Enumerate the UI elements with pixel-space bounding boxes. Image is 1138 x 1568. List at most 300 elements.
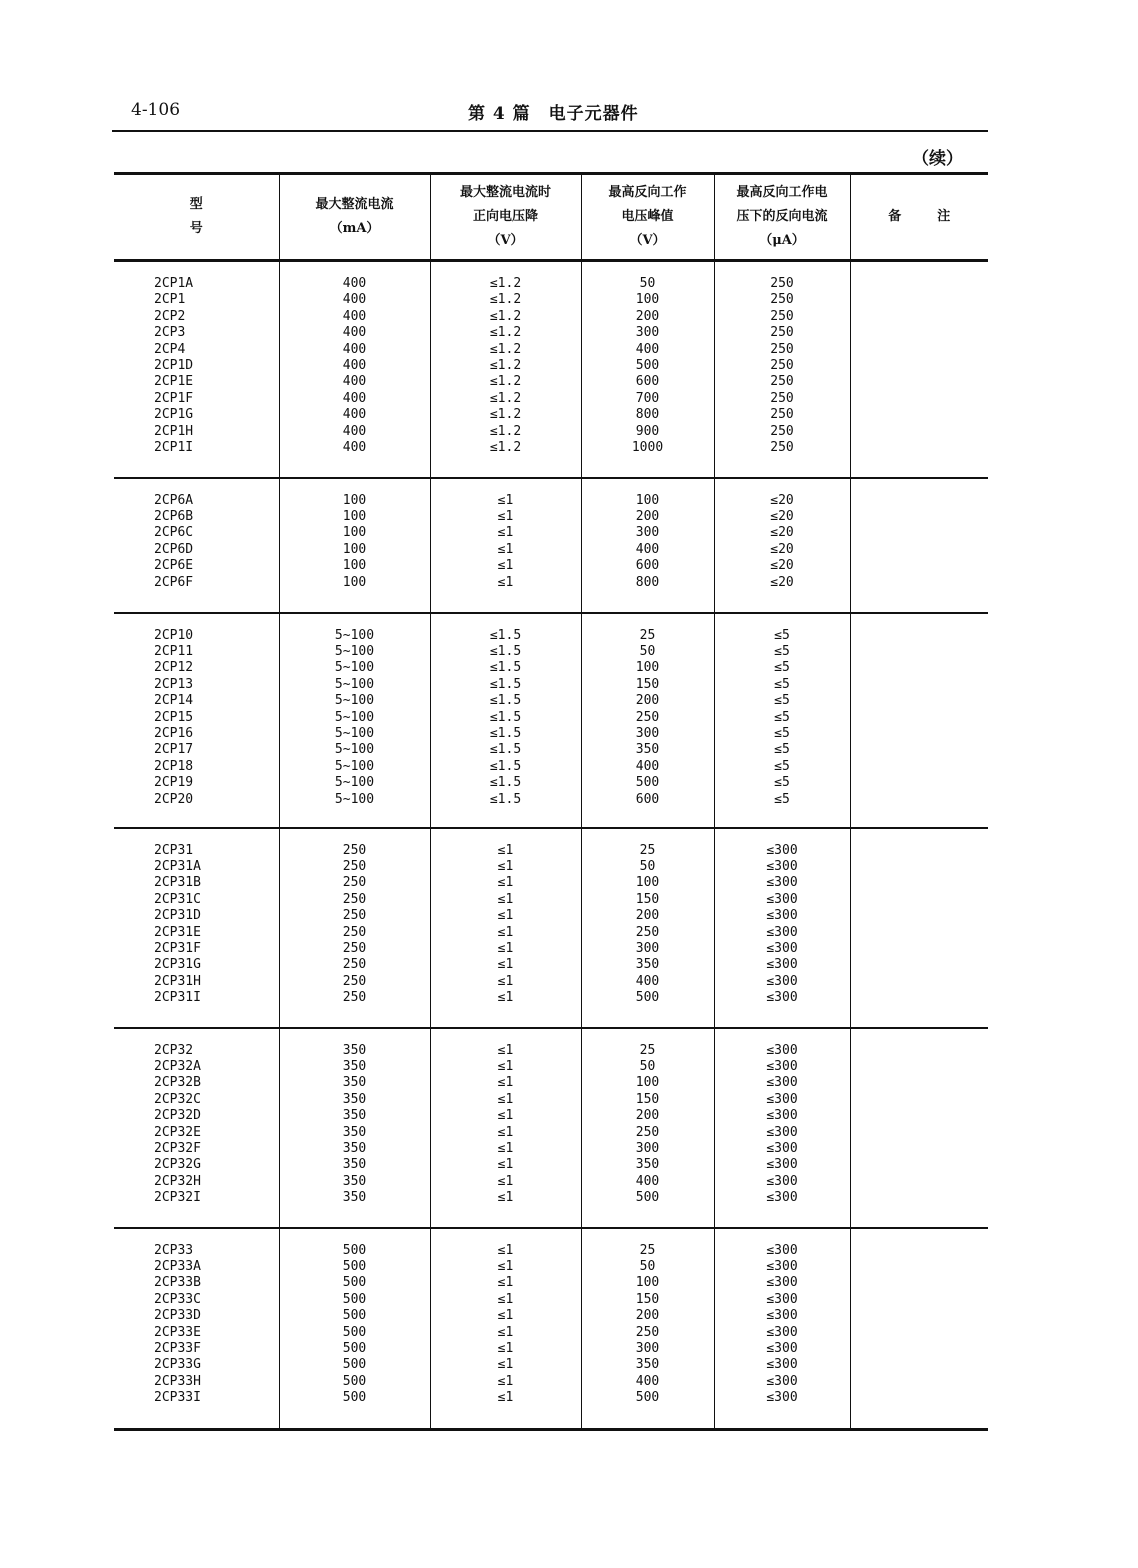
vpeak-value: 50 <box>639 1258 656 1274</box>
irev-value: ≤300 <box>766 1258 798 1274</box>
irev-value: ≤20 <box>770 574 794 590</box>
vdrop-value: ≤1.2 <box>489 341 522 357</box>
table-group-row <box>114 1028 988 1228</box>
vdrop-value: ≤1 <box>497 1157 514 1173</box>
current-value: 500 <box>342 1373 367 1389</box>
vpeak-cell <box>581 613 714 828</box>
irev-value: ≤300 <box>766 1242 798 1258</box>
vpeak-value: 300 <box>635 725 660 741</box>
vpeak-value: 400 <box>635 1173 660 1189</box>
model-cell <box>114 828 279 1028</box>
model-value: 2CP31G <box>154 957 201 973</box>
vdrop-value: ≤1.5 <box>489 660 522 676</box>
vdrop-value: ≤1.2 <box>489 308 522 324</box>
current-value: 400 <box>342 390 367 406</box>
vpeak-value: 1000 <box>631 440 664 456</box>
diode-spec-table <box>114 172 988 1431</box>
vdrop-value: ≤1 <box>497 1373 514 1389</box>
column-header-line: 正向电压降 <box>472 209 538 224</box>
vpeak-cell <box>581 1028 714 1228</box>
table-group-row <box>114 828 988 1028</box>
current-value: 250 <box>342 957 367 973</box>
model-value: 2CP6C <box>154 525 194 541</box>
vpeak-value: 800 <box>635 407 660 423</box>
column-header-line: 最高反向工作电 <box>736 185 828 200</box>
irev-value: ≤5 <box>774 660 790 676</box>
irev-value: ≤300 <box>766 908 798 924</box>
current-value: 500 <box>342 1308 367 1324</box>
vdrop-value: ≤1 <box>497 574 514 590</box>
vpeak-value: 100 <box>635 292 660 308</box>
model-value: 2CP13 <box>154 676 194 692</box>
model-value: 2CP6D <box>154 541 194 557</box>
irev-value: 250 <box>770 358 794 374</box>
vpeak-value: 25 <box>639 1042 656 1058</box>
vpeak-value: 350 <box>635 1357 660 1373</box>
model-value: 2CP33C <box>154 1291 201 1307</box>
irev-value: ≤300 <box>766 1324 798 1340</box>
vdrop-value: ≤1.2 <box>489 374 522 390</box>
current-value: 400 <box>342 325 367 341</box>
model-value: 2CP31E <box>154 924 201 940</box>
model-value: 2CP1H <box>154 423 194 439</box>
vpeak-cell <box>581 828 714 1028</box>
irev-value: ≤5 <box>774 775 790 791</box>
irev-value: ≤20 <box>770 492 794 508</box>
irev-value: ≤20 <box>770 541 794 557</box>
vdrop-value: ≤1 <box>497 1173 514 1189</box>
irev-value: ≤5 <box>774 725 790 741</box>
current-value: 500 <box>342 1291 367 1307</box>
irev-value: ≤300 <box>766 1124 798 1140</box>
vdrop-value: ≤1 <box>497 940 514 956</box>
irev-value: ≤300 <box>766 1275 798 1291</box>
irev-cell <box>714 478 850 613</box>
irev-value: ≤300 <box>766 1157 798 1173</box>
model-value: 2CP11 <box>154 643 194 659</box>
vpeak-value: 150 <box>635 891 660 907</box>
irev-value: ≤20 <box>770 525 794 541</box>
model-value: 2CP31I <box>154 990 201 1006</box>
vpeak-value: 250 <box>635 924 660 940</box>
vdrop-value: ≤1.5 <box>489 709 522 725</box>
model-value: 2CP33H <box>154 1373 201 1389</box>
vpeak-value: 100 <box>635 875 660 891</box>
vdrop-value: ≤1 <box>497 1324 514 1340</box>
vpeak-value: 500 <box>635 775 660 791</box>
model-cell <box>114 478 279 613</box>
irev-value: 250 <box>770 440 794 456</box>
vdrop-value: ≤1 <box>497 1291 514 1307</box>
column-header-line: 最高反向工作 <box>608 185 687 200</box>
vdrop-value: ≤1 <box>497 858 514 874</box>
current-value: 5~100 <box>334 775 375 791</box>
irev-value: ≤300 <box>766 1091 798 1107</box>
current-value: 5~100 <box>334 676 375 692</box>
column-header-reverse-current <box>714 174 850 261</box>
model-value: 2CP32 <box>154 1042 194 1058</box>
column-header-line: 电压峰值 <box>621 209 674 224</box>
model-value: 2CP31 <box>154 842 194 858</box>
current-value: 400 <box>342 423 367 439</box>
vpeak-value: 500 <box>635 990 660 1006</box>
irev-value: ≤300 <box>766 1075 798 1091</box>
current-value: 400 <box>342 440 367 456</box>
vdrop-value: ≤1 <box>497 842 514 858</box>
vpeak-value: 150 <box>635 1291 660 1307</box>
vpeak-value: 25 <box>639 627 656 643</box>
vdrop-value: ≤1 <box>497 541 514 557</box>
model-value: 2CP1I <box>154 440 194 456</box>
vdrop-value: ≤1.5 <box>489 643 522 659</box>
vdrop-value: ≤1.2 <box>489 440 522 456</box>
model-value: 2CP6A <box>154 492 194 508</box>
current-value: 5~100 <box>334 791 375 807</box>
vpeak-value: 250 <box>635 709 660 725</box>
irev-value: 250 <box>770 325 794 341</box>
vpeak-value: 150 <box>635 1091 660 1107</box>
model-value: 2CP31B <box>154 875 201 891</box>
vdrop-value: ≤1.2 <box>489 292 522 308</box>
vpeak-value: 150 <box>635 676 660 692</box>
current-value: 350 <box>342 1190 367 1206</box>
current-value: 350 <box>342 1075 367 1091</box>
current-value: 400 <box>342 358 367 374</box>
current-value: 500 <box>342 1258 367 1274</box>
column-header-unit: （μA） <box>759 233 805 248</box>
irev-value: ≤300 <box>766 1058 798 1074</box>
irev-value: ≤5 <box>774 758 790 774</box>
vdrop-value: ≤1 <box>497 1091 514 1107</box>
column-header-line: 最大整流电流时 <box>459 185 551 200</box>
irev-value: ≤5 <box>774 791 790 807</box>
current-value: 100 <box>342 508 367 524</box>
irev-cell <box>714 613 850 828</box>
model-cell <box>114 261 279 478</box>
note-cell <box>850 1228 988 1430</box>
model-value: 2CP33G <box>154 1357 201 1373</box>
current-cell <box>279 828 430 1028</box>
model-value: 2CP32I <box>154 1190 201 1206</box>
vpeak-value: 250 <box>635 1124 660 1140</box>
vdrop-value: ≤1 <box>497 558 514 574</box>
vdrop-value: ≤1.5 <box>489 725 522 741</box>
vpeak-value: 800 <box>635 574 660 590</box>
note-cell <box>850 478 988 613</box>
table-group-row <box>114 613 988 828</box>
irev-value: ≤300 <box>766 957 798 973</box>
current-value: 350 <box>342 1140 367 1156</box>
irev-value: ≤300 <box>766 1340 798 1356</box>
model-value: 2CP20 <box>154 791 194 807</box>
irev-value: 250 <box>770 423 794 439</box>
vdrop-value: ≤1 <box>497 1390 514 1406</box>
vdrop-value: ≤1 <box>497 1140 514 1156</box>
vpeak-value: 25 <box>639 1242 656 1258</box>
column-header-unit: （mA） <box>329 221 380 236</box>
model-value: 2CP3 <box>154 325 186 341</box>
vpeak-cell <box>581 1228 714 1430</box>
vpeak-value: 100 <box>635 660 660 676</box>
vpeak-value: 25 <box>639 842 656 858</box>
current-value: 350 <box>342 1157 367 1173</box>
vpeak-value: 500 <box>635 1190 660 1206</box>
model-value: 2CP1G <box>154 407 194 423</box>
column-header-model-char-2: 号 <box>189 221 203 236</box>
note-cell <box>850 828 988 1028</box>
model-value: 2CP31H <box>154 973 201 989</box>
irev-value: ≤300 <box>766 1373 798 1389</box>
model-value: 2CP32E <box>154 1124 201 1140</box>
vdrop-value: ≤1.5 <box>489 758 522 774</box>
current-value: 400 <box>342 292 367 308</box>
vpeak-value: 350 <box>635 957 660 973</box>
current-value: 250 <box>342 875 367 891</box>
vdrop-cell <box>430 828 581 1028</box>
model-value: 2CP1A <box>154 276 194 291</box>
vpeak-value: 500 <box>635 1390 660 1406</box>
model-value: 2CP6E <box>154 558 194 574</box>
column-header-model-char-1: 型 <box>189 197 203 212</box>
irev-cell <box>714 1228 850 1430</box>
model-value: 2CP4 <box>154 341 186 357</box>
vdrop-value: ≤1.2 <box>489 276 522 291</box>
model-value: 2CP33B <box>154 1275 201 1291</box>
current-value: 250 <box>342 908 367 924</box>
irev-value: ≤5 <box>774 676 790 692</box>
vpeak-value: 50 <box>639 1058 656 1074</box>
irev-value: 250 <box>770 308 794 324</box>
model-value: 2CP32A <box>154 1058 201 1074</box>
table-group-row <box>114 478 988 613</box>
vdrop-value: ≤1 <box>497 1042 514 1058</box>
vpeak-value: 300 <box>635 1340 660 1356</box>
vpeak-value: 400 <box>635 1373 660 1389</box>
current-value: 5~100 <box>334 643 375 659</box>
vpeak-value: 300 <box>635 325 660 341</box>
vdrop-value: ≤1 <box>497 875 514 891</box>
column-header-note-char-2: 注 <box>937 209 951 224</box>
vdrop-value: ≤1.5 <box>489 676 522 692</box>
current-value: 350 <box>342 1042 367 1058</box>
irev-cell <box>714 261 850 478</box>
current-value: 350 <box>342 1108 367 1124</box>
current-value: 350 <box>342 1124 367 1140</box>
vpeak-value: 400 <box>635 341 660 357</box>
irev-value: ≤300 <box>766 1390 798 1406</box>
current-value: 250 <box>342 924 367 940</box>
current-value: 400 <box>342 341 367 357</box>
vpeak-value: 400 <box>635 758 660 774</box>
model-value: 2CP32F <box>154 1140 201 1156</box>
vpeak-value: 350 <box>635 742 660 758</box>
vdrop-cell <box>430 1228 581 1430</box>
vdrop-value: ≤1 <box>497 1058 514 1074</box>
vdrop-value: ≤1 <box>497 1258 514 1274</box>
model-value: 2CP31D <box>154 908 201 924</box>
irev-cell <box>714 1028 850 1228</box>
vdrop-value: ≤1 <box>497 957 514 973</box>
current-value: 5~100 <box>334 627 375 643</box>
vdrop-value: ≤1 <box>497 1190 514 1206</box>
current-cell <box>279 261 430 478</box>
note-cell <box>850 613 988 828</box>
model-value: 2CP32G <box>154 1157 201 1173</box>
vdrop-value: ≤1 <box>497 1075 514 1091</box>
vpeak-value: 900 <box>635 423 660 439</box>
irev-value: ≤5 <box>774 693 790 709</box>
model-value: 2CP33E <box>154 1324 201 1340</box>
model-value: 2CP31A <box>154 858 201 874</box>
column-header-note-char-1: 备 <box>888 209 902 224</box>
vdrop-value: ≤1 <box>497 1275 514 1291</box>
current-value: 250 <box>342 973 367 989</box>
current-value: 250 <box>342 891 367 907</box>
vpeak-value: 200 <box>635 1108 660 1124</box>
current-value: 5~100 <box>334 742 375 758</box>
current-value: 100 <box>342 492 367 508</box>
irev-value: ≤5 <box>774 643 790 659</box>
model-value: 2CP10 <box>154 627 194 643</box>
vdrop-value: ≤1.5 <box>489 693 522 709</box>
model-value: 2CP16 <box>154 725 194 741</box>
vdrop-value: ≤1 <box>497 908 514 924</box>
vpeak-value: 300 <box>635 525 660 541</box>
vdrop-value: ≤1 <box>497 891 514 907</box>
current-value: 5~100 <box>334 725 375 741</box>
page-number: 4-106 <box>131 100 181 120</box>
current-value: 500 <box>342 1275 367 1291</box>
vdrop-cell <box>430 1028 581 1228</box>
vpeak-value: 200 <box>635 1308 660 1324</box>
vpeak-value: 100 <box>635 1275 660 1291</box>
vdrop-value: ≤1.2 <box>489 325 522 341</box>
vpeak-value: 50 <box>639 643 656 659</box>
current-value: 500 <box>342 1390 367 1406</box>
irev-value: 250 <box>770 292 794 308</box>
vpeak-value: 350 <box>635 1157 660 1173</box>
current-value: 250 <box>342 990 367 1006</box>
current-cell <box>279 478 430 613</box>
current-cell <box>279 1028 430 1228</box>
vpeak-value: 200 <box>635 508 660 524</box>
model-value: 2CP32H <box>154 1173 201 1189</box>
irev-value: ≤5 <box>774 742 790 758</box>
model-value: 2CP12 <box>154 660 194 676</box>
model-value: 2CP1 <box>154 292 186 308</box>
irev-value: 250 <box>770 341 794 357</box>
current-value: 500 <box>342 1357 367 1373</box>
model-value: 2CP6F <box>154 574 194 590</box>
irev-value: ≤300 <box>766 1173 798 1189</box>
model-value: 2CP33D <box>154 1308 201 1324</box>
current-cell <box>279 613 430 828</box>
vdrop-value: ≤1.2 <box>489 390 522 406</box>
irev-value: ≤300 <box>766 1357 798 1373</box>
irev-value: ≤300 <box>766 1308 798 1324</box>
model-value: 2CP19 <box>154 775 194 791</box>
current-value: 400 <box>342 407 367 423</box>
vpeak-value: 700 <box>635 390 660 406</box>
current-value: 500 <box>342 1324 367 1340</box>
vdrop-value: ≤1 <box>497 973 514 989</box>
vdrop-value: ≤1.2 <box>489 358 522 374</box>
vpeak-value: 200 <box>635 693 660 709</box>
current-value: 100 <box>342 574 367 590</box>
current-value: 5~100 <box>334 693 375 709</box>
model-value: 2CP2 <box>154 308 186 324</box>
vpeak-value: 600 <box>635 558 660 574</box>
vpeak-value: 200 <box>635 908 660 924</box>
vpeak-cell <box>581 261 714 478</box>
vdrop-value: ≤1 <box>497 1242 514 1258</box>
model-value: 2CP33I <box>154 1390 201 1406</box>
vpeak-value: 600 <box>635 791 660 807</box>
vdrop-cell <box>430 613 581 828</box>
vdrop-value: ≤1.5 <box>489 627 522 643</box>
irev-cell <box>714 828 850 1028</box>
vpeak-value: 50 <box>639 858 656 874</box>
vdrop-value: ≤1 <box>497 492 514 508</box>
vpeak-value: 100 <box>635 1075 660 1091</box>
vdrop-value: ≤1 <box>497 990 514 1006</box>
model-value: 2CP6B <box>154 508 194 524</box>
irev-value: ≤300 <box>766 924 798 940</box>
vdrop-value: ≤1 <box>497 1108 514 1124</box>
column-header-model <box>114 174 279 261</box>
model-value: 2CP32B <box>154 1075 201 1091</box>
model-value: 2CP15 <box>154 709 194 725</box>
column-header-unit: （V） <box>629 233 666 248</box>
vdrop-value: ≤1.5 <box>489 791 522 807</box>
model-value: 2CP31F <box>154 940 201 956</box>
column-header-max-rect-current <box>279 174 430 261</box>
current-cell <box>279 1228 430 1430</box>
vpeak-value: 300 <box>635 940 660 956</box>
vdrop-value: ≤1 <box>497 1357 514 1373</box>
irev-value: ≤20 <box>770 558 794 574</box>
model-value: 2CP33 <box>154 1242 194 1258</box>
current-value: 500 <box>342 1340 367 1356</box>
vdrop-value: ≤1.5 <box>489 775 522 791</box>
vdrop-value: ≤1.2 <box>489 423 522 439</box>
irev-value: ≤300 <box>766 940 798 956</box>
vpeak-value: 400 <box>635 541 660 557</box>
note-cell <box>850 1028 988 1228</box>
model-value: 2CP1D <box>154 358 194 374</box>
vdrop-cell <box>430 261 581 478</box>
current-value: 350 <box>342 1058 367 1074</box>
column-header-unit: （V） <box>487 233 524 248</box>
section-title: 第 4 篇 电子元器件 <box>468 104 639 124</box>
vdrop-value: ≤1.5 <box>489 742 522 758</box>
model-value: 2CP17 <box>154 742 194 758</box>
current-value: 5~100 <box>334 660 375 676</box>
current-value: 5~100 <box>334 709 375 725</box>
irev-value: 250 <box>770 390 794 406</box>
model-value: 2CP1E <box>154 374 194 390</box>
irev-value: ≤300 <box>766 1042 798 1058</box>
irev-value: ≤5 <box>774 709 790 725</box>
column-header-note <box>850 174 988 261</box>
irev-value: 250 <box>770 374 794 390</box>
irev-value: ≤300 <box>766 1108 798 1124</box>
vpeak-value: 100 <box>635 492 660 508</box>
current-value: 400 <box>342 276 367 291</box>
vpeak-cell <box>581 478 714 613</box>
current-value: 250 <box>342 858 367 874</box>
irev-value: ≤300 <box>766 1140 798 1156</box>
